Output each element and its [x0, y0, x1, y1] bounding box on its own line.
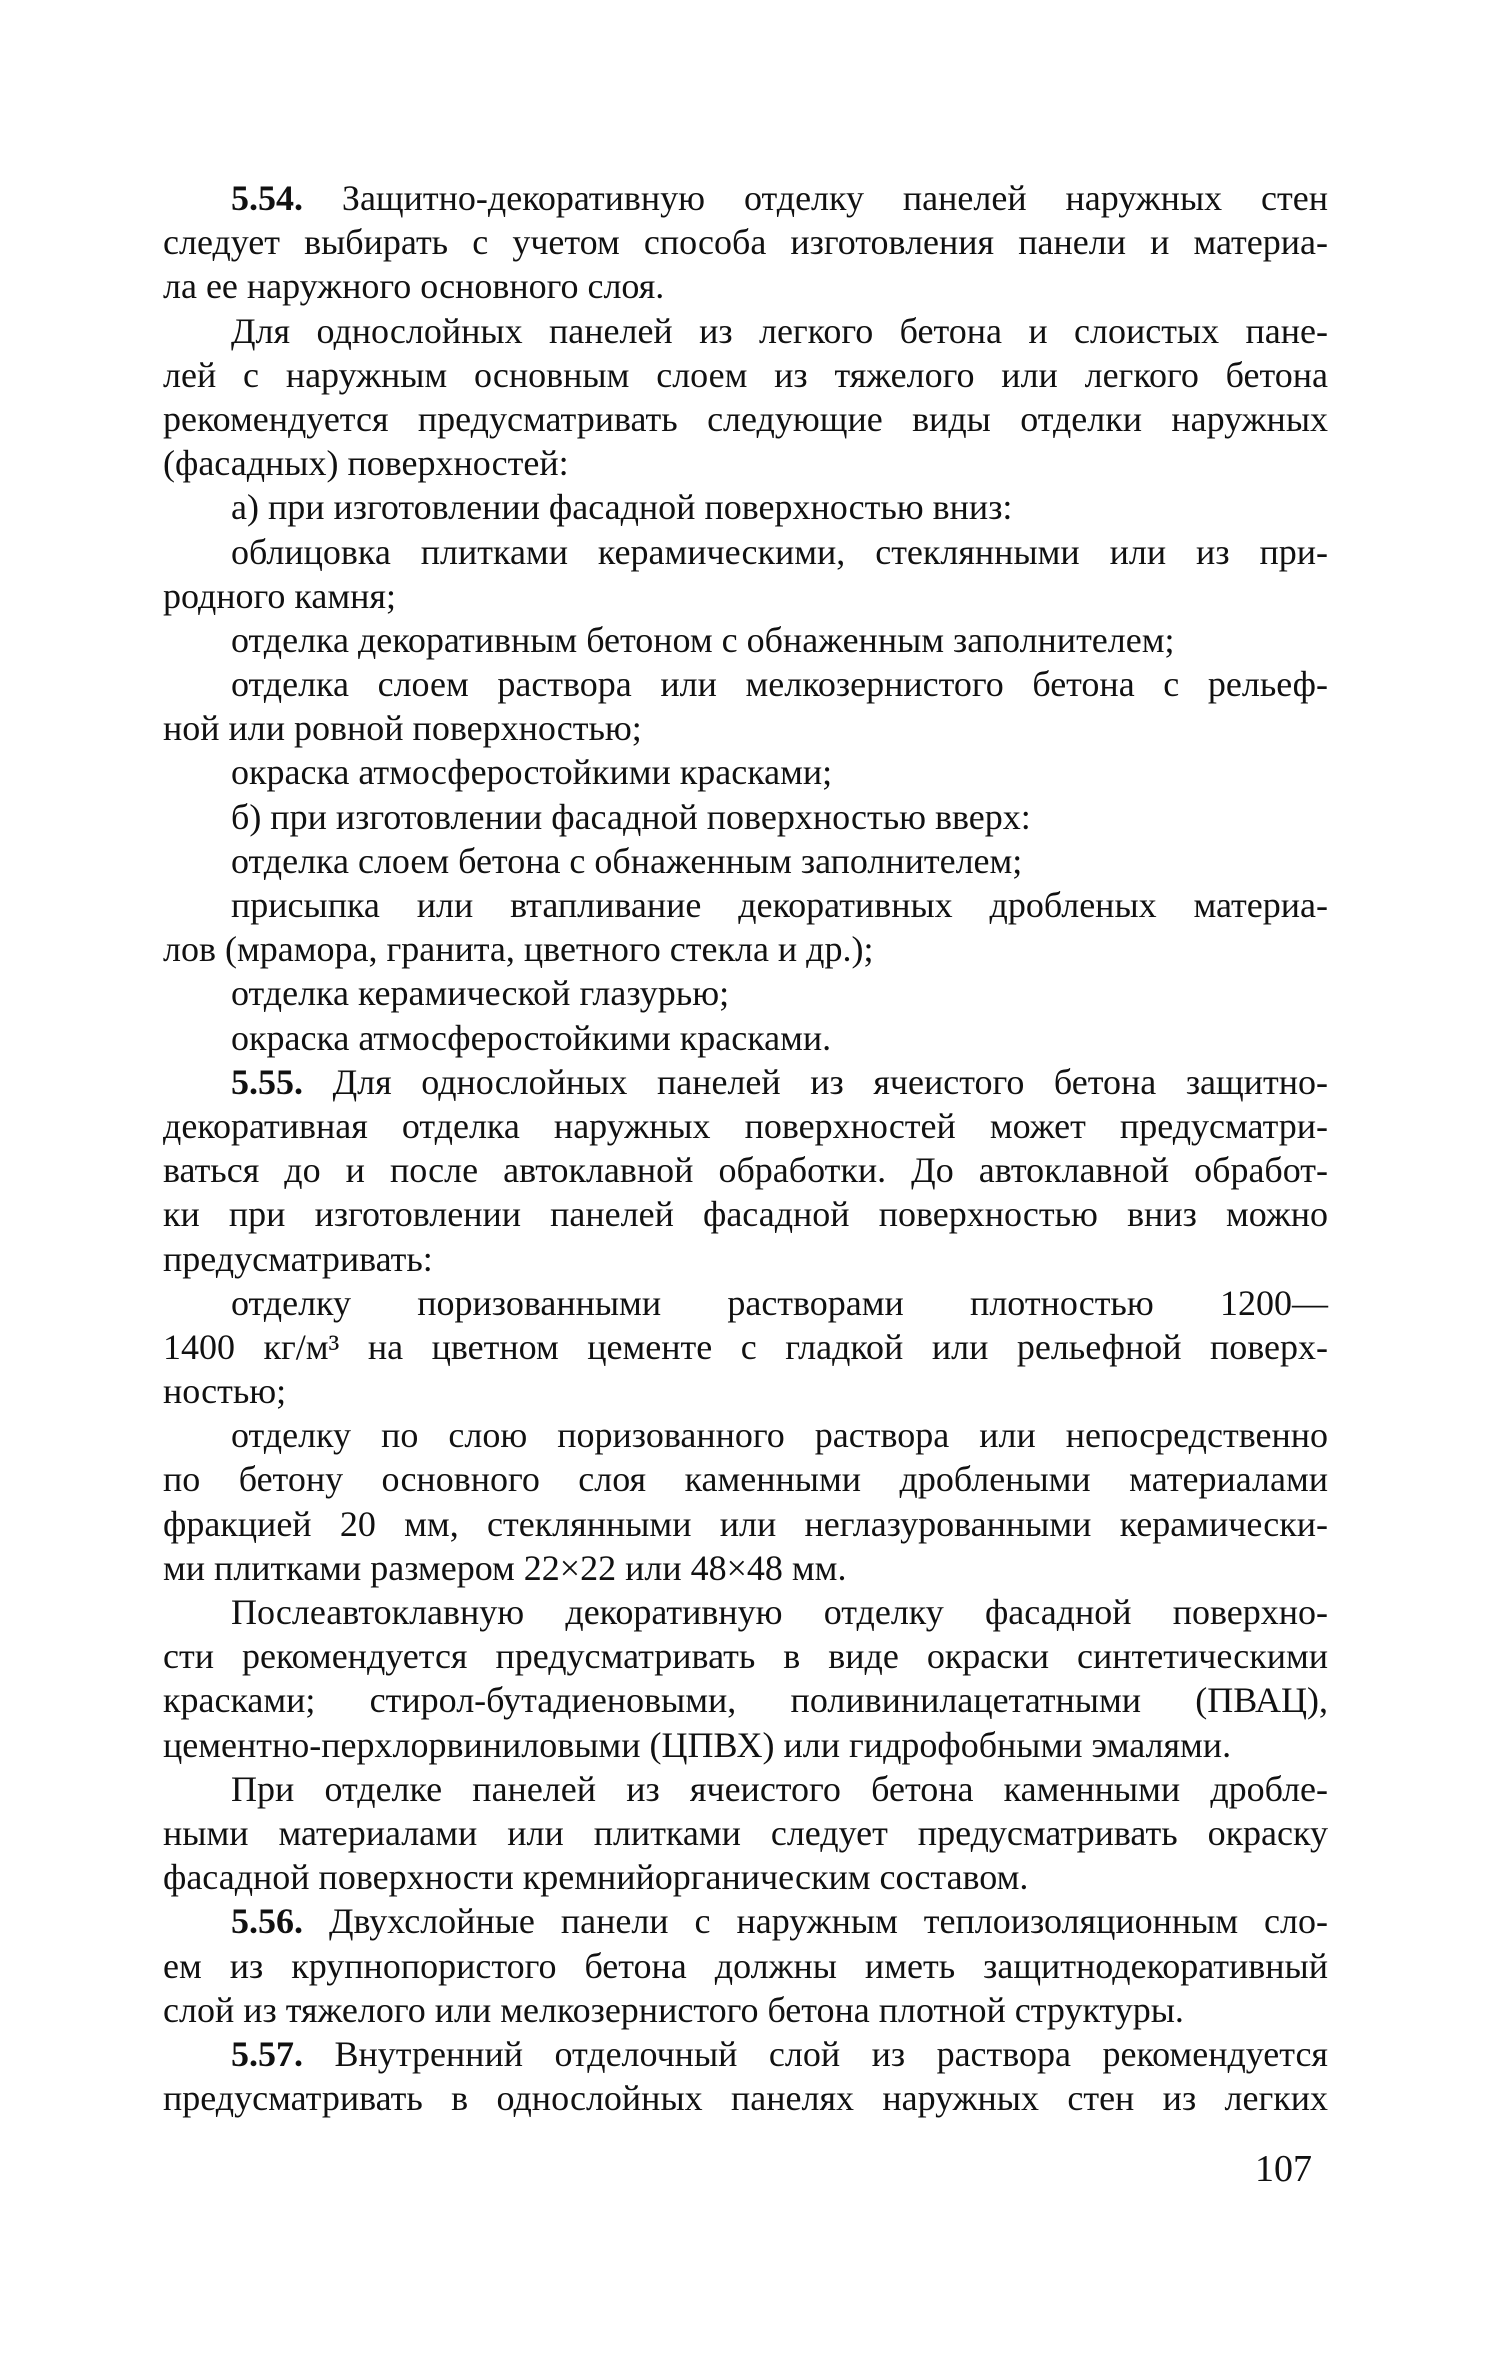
page-number: 107	[1255, 2148, 1312, 2190]
section-number: 5.55.	[231, 1061, 303, 1102]
line-text: Двухслойные панели с наружным теплоизоляционным сло-	[303, 1901, 1328, 1942]
text-line	[163, 1678, 1328, 1722]
line-text: Защитно-декоративную отделку панелей наружных стен	[303, 178, 1328, 218]
line-text: декоративная отделка наружных поверхностей может предусматри-	[163, 1105, 1328, 1146]
text-line	[163, 1325, 1328, 1369]
text-line	[163, 662, 1328, 706]
text-line	[163, 530, 1328, 574]
text-line	[163, 706, 1328, 750]
text-line	[163, 485, 1328, 529]
section-number: 5.57.	[231, 2033, 303, 2074]
line-text: ностью;	[163, 1371, 287, 1412]
text-line	[163, 2076, 1328, 2120]
text-line	[163, 1369, 1328, 1413]
text-line	[163, 264, 1328, 308]
line-text: отделка керамической глазурью;	[231, 973, 730, 1014]
line-text: б) при изготовлении фасадной поверхностью вверх:	[231, 796, 1031, 837]
line-text: ми плитками размером 22×22 или 48×48 мм.	[163, 1547, 847, 1588]
line-text: отделку по слою поризованного раствора или непосредственно	[231, 1415, 1328, 1456]
text-line	[163, 795, 1328, 839]
line-text: присыпка или втапливание декоративных дробленых материа-	[231, 885, 1328, 925]
line-text: фасадной поверхности кремнийорганическим составом.	[163, 1857, 1029, 1898]
line-text: ваться до и после автоклавной обработки. До автоклавной обработ-	[163, 1150, 1328, 1191]
line-text: Для однослойных панелей из легкого бетона и слоистых пане-	[231, 310, 1328, 351]
line-text: ными материалами или плитками следует предусматривать окраску	[163, 1812, 1328, 1853]
section-number: 5.54.	[231, 178, 303, 218]
line-text: отделку поризованными растворами плотностью 1200—	[231, 1282, 1328, 1323]
text-line	[163, 1104, 1328, 1148]
line-text: родного камня;	[163, 575, 396, 616]
text-line	[163, 441, 1328, 485]
text-line	[163, 1016, 1328, 1060]
text-line	[163, 574, 1328, 618]
text-line	[163, 176, 1328, 220]
line-text: отделка декоративным бетоном с обнаженным заполнителем;	[231, 619, 1175, 660]
line-text: окраска атмосферостойкими красками.	[231, 1017, 832, 1058]
text-line	[163, 1723, 1328, 1767]
text-line	[163, 2032, 1328, 2076]
text-line	[163, 1237, 1328, 1281]
line-text: Послеавтоклавную декоративную отделку фасадной поверхно-	[231, 1592, 1328, 1632]
section-number: 5.56.	[231, 1901, 303, 1942]
line-text: фракцией 20 мм, стеклянными или неглазурованными керамически-	[163, 1503, 1328, 1544]
text-line	[163, 1060, 1328, 1104]
text-line	[163, 839, 1328, 883]
text-line	[163, 1855, 1328, 1899]
line-text: предусматривать в однослойных панелях наружных стен из легких	[163, 2078, 1328, 2119]
line-text: красками; стирол-бутадиеновыми, поливинилацетатными (ПВАЦ),	[163, 1680, 1328, 1721]
page-body	[163, 176, 1328, 2120]
line-text: ной или ровной поверхностью;	[163, 708, 642, 749]
line-text: 1400 кг/м³ на цветном цементе с гладкой или рельефной поверх-	[163, 1326, 1328, 1367]
text-line	[163, 1899, 1328, 1943]
line-text: ки при изготовлении панелей фасадной поверхностью вниз можно	[163, 1194, 1328, 1235]
line-text: отделка слоем бетона с обнаженным заполнителем;	[231, 840, 1023, 881]
text-line	[163, 750, 1328, 794]
text-line	[163, 1590, 1328, 1634]
text-line	[163, 1767, 1328, 1811]
text-line	[163, 1457, 1328, 1501]
line-text: сти рекомендуется предусматривать в виде окраски синтетическими	[163, 1636, 1328, 1677]
text-line	[163, 220, 1328, 264]
text-line	[163, 1944, 1328, 1988]
line-text: ла ее наружного основного слоя.	[163, 266, 665, 307]
text-line	[163, 1546, 1328, 1590]
text-line	[163, 1634, 1328, 1678]
line-text: Внутренний отделочный слой из раствора рекомендуется	[303, 2033, 1328, 2074]
text-line	[163, 618, 1328, 662]
line-text: следует выбирать с учетом способа изготовления панели и материа-	[163, 222, 1328, 263]
text-line	[163, 1502, 1328, 1546]
line-text: лов (мрамора, гранита, цветного стекла и др.);	[163, 929, 874, 970]
text-line	[163, 927, 1328, 971]
text-line	[163, 1413, 1328, 1457]
line-text: слой из тяжелого или мелкозернистого бетона плотной структуры.	[163, 1989, 1184, 2030]
line-text: При отделке панелей из ячеистого бетона каменными дробле-	[231, 1768, 1328, 1809]
text-line	[163, 1192, 1328, 1236]
line-text: отделка слоем раствора или мелкозернистого бетона с рельеф-	[231, 664, 1328, 705]
line-text: ем из крупнопористого бетона должны иметь защитнодекоративный	[163, 1945, 1328, 1986]
line-text: предусматривать:	[163, 1238, 433, 1279]
text-line	[163, 1988, 1328, 2032]
line-text: облицовка плитками керамическими, стеклянными или из при-	[231, 531, 1328, 572]
text-line	[163, 397, 1328, 441]
text-line	[163, 1281, 1328, 1325]
text-line	[163, 971, 1328, 1015]
line-text: окраска атмосферостойкими красками;	[231, 752, 833, 793]
text-line	[163, 1811, 1328, 1855]
line-text: а) при изготовлении фасадной поверхностью вниз:	[231, 487, 1013, 528]
text-line	[163, 1148, 1328, 1192]
line-text: Для однослойных панелей из ячеистого бетона защитно-	[303, 1061, 1328, 1102]
text-line	[163, 883, 1328, 927]
text-line	[163, 353, 1328, 397]
text-line	[163, 309, 1328, 353]
line-text: лей с наружным основным слоем из тяжелого или легкого бетона	[163, 354, 1328, 395]
line-text: цементно-перхлорвиниловыми (ЦПВХ) или гидрофобными эмалями.	[163, 1724, 1232, 1765]
line-text: (фасадных) поверхностей:	[163, 443, 569, 484]
line-text: рекомендуется предусматривать следующие виды отделки наружных	[163, 398, 1328, 439]
line-text: по бетону основного слоя каменными дроблеными материалами	[163, 1459, 1328, 1500]
